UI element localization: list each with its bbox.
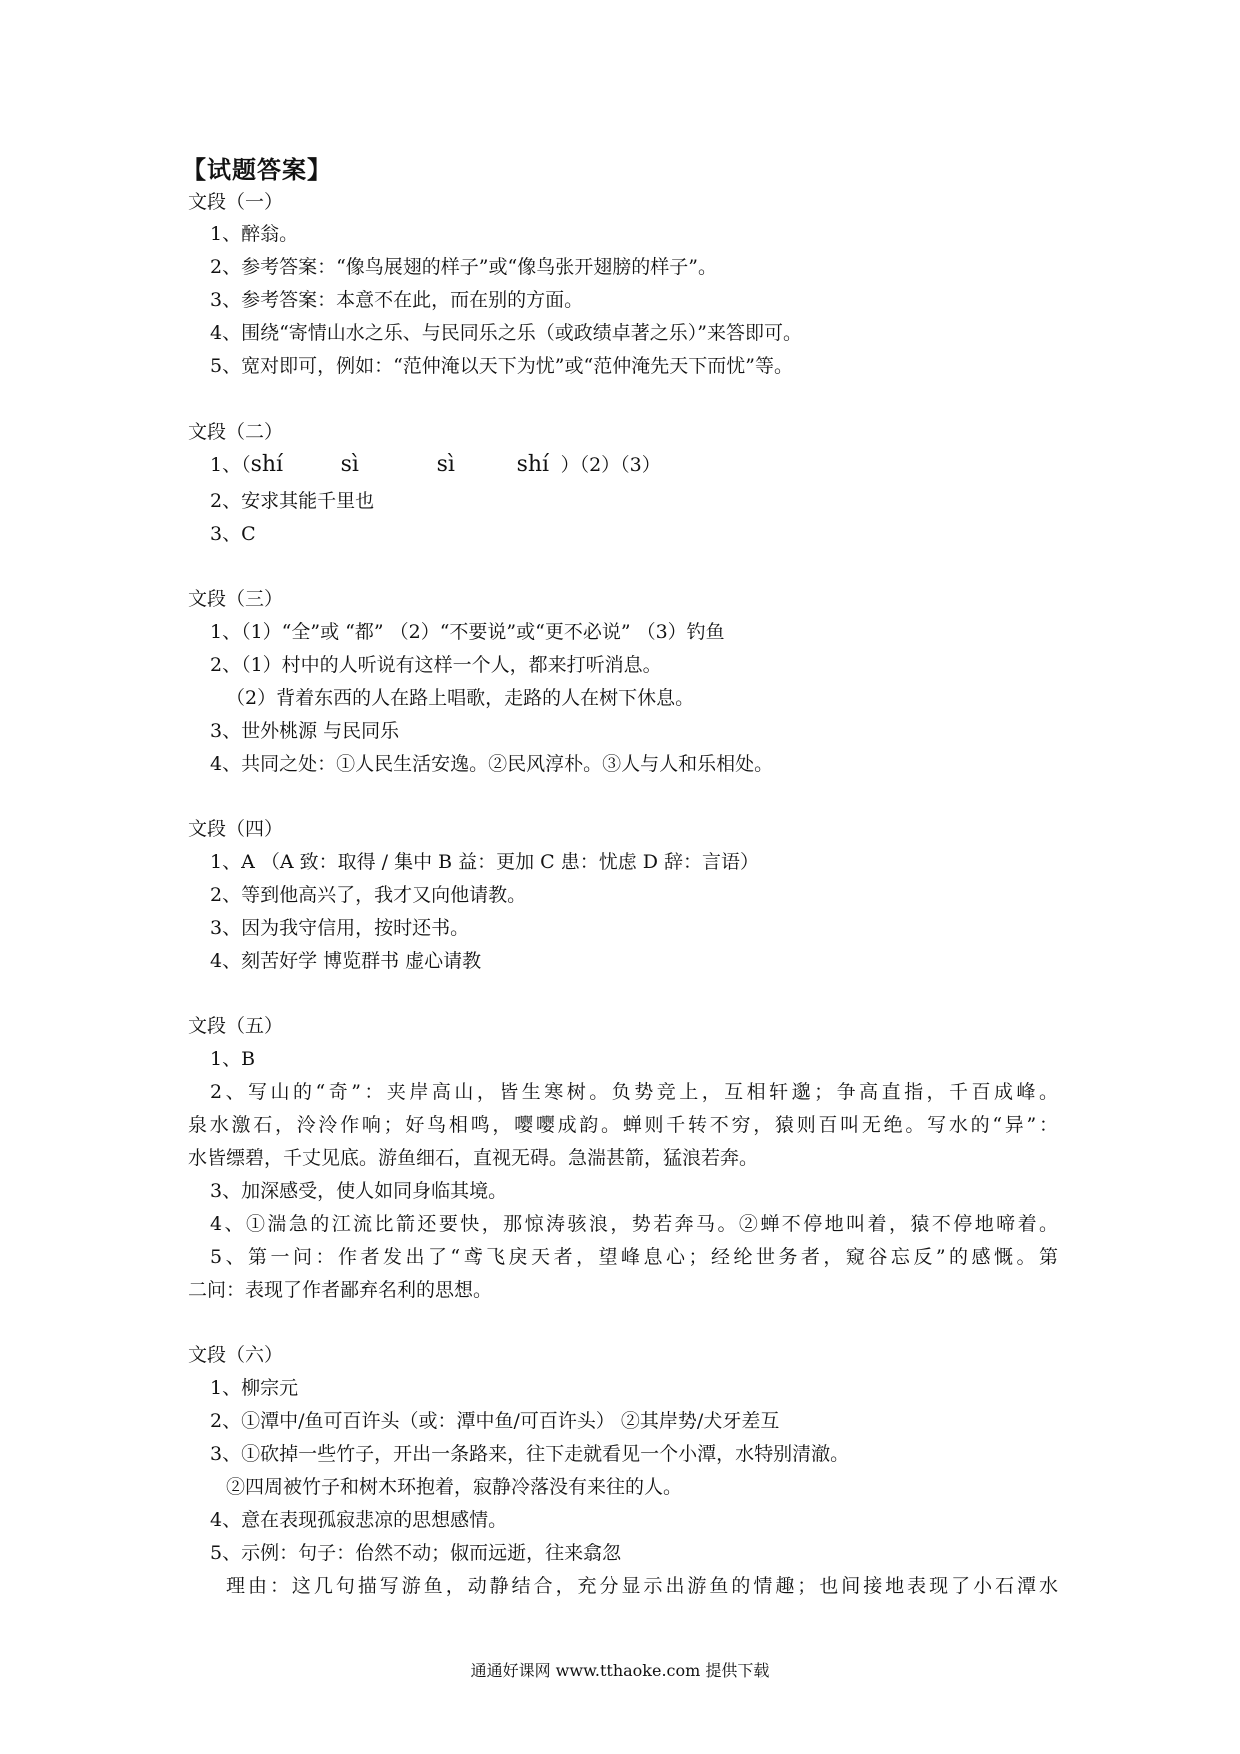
s1-answer-5: 5、宽对即可，例如：“范仲淹以天下为忧”或“范仲淹先天下而忧”等。	[210, 355, 793, 377]
s3-answer-4: 4、共同之处：①人民生活安逸。②民风淳朴。③人与人和乐相处。	[210, 753, 774, 775]
s4-answer-1: 1、A （A 致：取得 / 集中 B 益：更加 C 患：忧虑 D 辞：言语）	[210, 851, 760, 873]
s5-answer-5-line-1: 5、第一问：作者发出了“鸢飞戾天者，望峰息心；经纶世务者，窥谷忘反”的感慨。第	[210, 1246, 1058, 1268]
s6-answer-2: 2、①潭中/鱼可百许头（或：潭中鱼/可百许头） ②其岸势/犬牙差互	[210, 1410, 780, 1432]
s5-answer-2-line-1: 2、写山的“奇”：夹岸高山，皆生寒树。负势竞上，互相轩邈；争高直指，千百成峰。	[210, 1081, 1058, 1103]
s6-answer-4: 4、意在表现孤寂悲凉的思想感情。	[210, 1509, 508, 1531]
s6-answer-3: 3、①砍掉一些竹子，开出一条路来，往下走就看见一个小潭，水特别清澈。	[210, 1443, 850, 1465]
s5-answer-4: 4、①湍急的江流比箭还要快，那惊涛骇浪，势若奔马。②蝉不停地叫着，猿不停地啼着。	[210, 1213, 1058, 1235]
section-2-title: 文段（二）	[188, 421, 284, 443]
s4-answer-2: 2、等到他高兴了，我才又向他请教。	[210, 884, 527, 906]
s2-answer-1-suffix: ）（2）（3）	[560, 454, 661, 476]
s2-answer-1-prefix: 1、（	[210, 454, 251, 476]
s3-answer-2: 2、（1）村中的人听说有这样一个人，都来打听消息。	[210, 654, 662, 676]
page-footer: 通通好课网 www.tthaoke.com 提供下载	[470, 1661, 770, 1680]
s5-answer-2-line-2: 泉水激石，泠泠作响；好鸟相鸣，嘤嘤成韵。蝉则千转不穷，猿则百叫无绝。写水的“异”：	[188, 1114, 1058, 1136]
s2-answer-2: 2、安求其能千里也	[210, 490, 375, 512]
s1-answer-3: 3、参考答案：本意不在此，而在别的方面。	[210, 289, 584, 311]
s3-answer-2b: （2）背着东西的人在路上唱歌，走路的人在树下休息。	[226, 687, 695, 709]
s5-answer-2-line-3: 水皆缥碧，千丈见底。游鱼细石，直视无碍。急湍甚箭，猛浪若奔。	[188, 1147, 759, 1169]
section-6-title: 文段（六）	[188, 1344, 284, 1366]
pinyin-3: sì	[436, 452, 455, 477]
s4-answer-3: 3、因为我守信用，按时还书。	[210, 917, 470, 939]
s6-answer-1: 1、柳宗元	[210, 1377, 299, 1399]
s1-answer-4: 4、围绕“寄情山水之乐、与民同乐之乐（或政绩卓著之乐）”来答即可。	[210, 322, 803, 344]
s3-answer-1: 1、（1）“全”或 “都” （2）“不要说”或“更不必说” （3）钓鱼	[210, 621, 725, 643]
s6-answer-3b: ②四周被竹子和树木环抱着，寂静冷落没有来往的人。	[226, 1476, 683, 1498]
pinyin-2: sì	[340, 452, 359, 477]
answers-heading: 【试题答案】	[182, 156, 332, 184]
pinyin-1: shí	[250, 452, 284, 477]
pinyin-4: shí	[516, 452, 550, 477]
s3-answer-3: 3、世外桃源 与民同乐	[210, 720, 400, 742]
s5-answer-3: 3、加深感受，使人如同身临其境。	[210, 1180, 508, 1202]
section-1-title: 文段（一）	[188, 191, 284, 213]
section-4-title: 文段（四）	[188, 818, 284, 840]
s5-answer-5-line-2: 二问：表现了作者鄙弃名利的思想。	[188, 1279, 493, 1301]
s2-answer-1	[210, 453, 661, 477]
s1-answer-2: 2、参考答案：“像鸟展翅的样子”或“像鸟张开翅膀的样子”。	[210, 256, 717, 278]
s5-answer-1: 1、B	[210, 1048, 256, 1070]
s4-answer-4: 4、刻苦好学 博览群书 虚心请教	[210, 950, 482, 972]
s6-answer-5-reason: 理由：这几句描写游鱼，动静结合，充分显示出游鱼的情趣；也间接地表现了小石潭水	[226, 1575, 1058, 1597]
section-5-title: 文段（五）	[188, 1015, 284, 1037]
s1-answer-1: 1、醉翁。	[210, 223, 299, 245]
s2-answer-3: 3、C	[210, 523, 256, 545]
s6-answer-5: 5、示例：句子：佁然不动；俶而远逝，往来翕忽	[210, 1542, 622, 1564]
section-3-title: 文段（三）	[188, 588, 284, 610]
